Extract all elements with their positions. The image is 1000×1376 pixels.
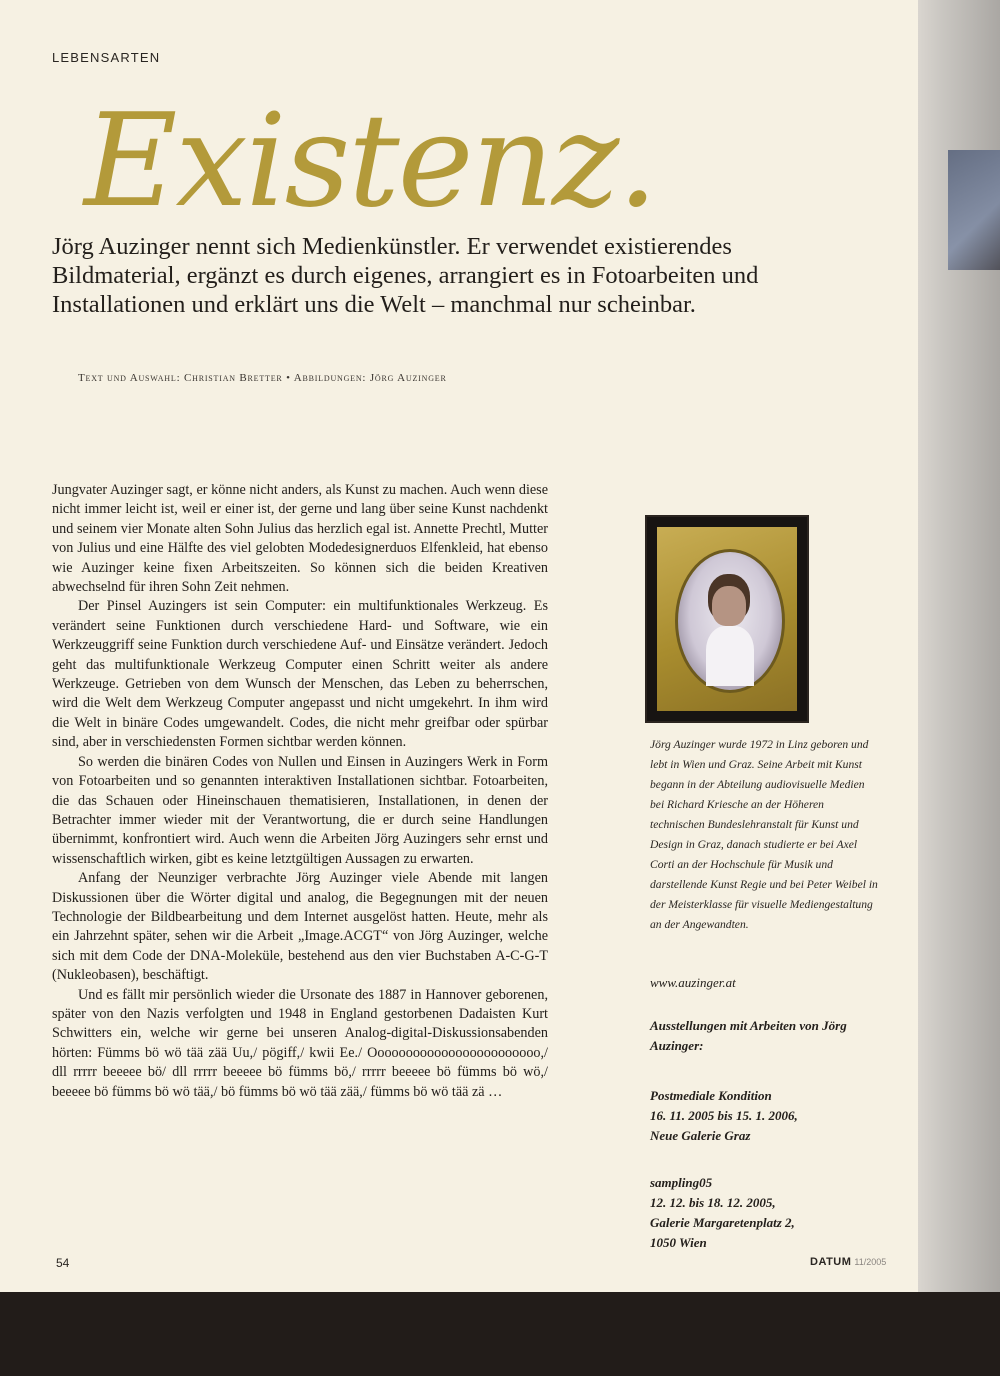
exhibition-address: 1050 Wien <box>650 1235 707 1250</box>
exhibition-venue: Galerie Margaretenplatz 2, <box>650 1215 795 1230</box>
oval-portrait <box>675 549 785 693</box>
body-paragraph: Der Pinsel Auzingers ist sein Computer: ein multifunktionales Werkzeug. Es verändert seine Funktionen durch verschiedene Hard- und Software, wie ein Werkzeuggriff seine Funktion durch verschiedene Auf- und Einsätze verändert. Jedoch geht das multifunktionale Werkzeug Computer einen Schritt weiter als andere Werkzeuge. Getrieben von dem Wunsch der Menschen, das Leben zu beherrschen, wird die Welt dem Werkzeug Computer angepasst und nicht umgekehrt. In ihm wird die Welt in binäre Codes umgewandelt. Codes, die nicht mehr greifbar oder spürbar sind, aber in verschiedensten Formen sichtbar werden können. <box>52 598 548 751</box>
page-number: 54 <box>56 1256 70 1270</box>
exhibition-title: sampling05 <box>650 1175 713 1190</box>
body-paragraph: So werden die binären Codes von Nullen und Einsen in Auzingers Werk in Form von Fotoarbeiten und so genannten interaktiven Installationen sichtbar. Fotoarbeiten, die das Schauen oder Hineinschauen thematisieren, Installationen, in denen der Betrachter immer wieder mit der Verantwortung, die er durch seine Handlungen übernimmt, konfrontiert wird. Auch wenn die Arbeiten Jörg Auzingers sehr ernst und wissenschaftlich wirken, gibt es keine letztgültigen Aussagen zu erwarten. <box>52 753 548 867</box>
lead-paragraph: Jörg Auzinger nennt sich Medienkünstler. Er verwendet existierendes Bildmaterial, ergänzt es durch eigenes, arrangiert es in Fotoarbeiten und Installationen und erklärt uns die Welt – manchmal nur scheinbar. <box>52 233 759 318</box>
portrait-head <box>712 586 746 626</box>
exhibition-venue: Neue Galerie Graz <box>650 1128 751 1143</box>
exhibition-entry <box>650 1173 878 1253</box>
body-paragraph: Jungvater Auzinger sagt, er könne nicht anders, als Kunst zu machen. Auch wenn diese nicht immer leicht ist, weil er einer ist, der gerne und lang über seine Kunst nachdenkt und seinem vier Monate alten Sohn Julius das herzlich egal ist. Annette Prechtl, Mutter von Julius und eine Hälfte des viel gelobten Modedesignerduos Elfenkleid, hat ebenso wie Auzinger keine fixen Arbeitszeiten. So können sich die beiden Kreativen abwechselnd für ihren Sohn Zeit nehmen. <box>52 482 548 596</box>
info-sidebar <box>650 973 878 1280</box>
exhibition-dates: 12. 12. bis 18. 12. 2005, <box>650 1195 776 1210</box>
article-title: Existenz. <box>84 87 656 236</box>
portrait-body <box>706 626 754 686</box>
magazine-brand: DATUM <box>810 1256 852 1268</box>
exhibitions-heading: Ausstellungen mit Arbeiten von Jörg Auzinger: <box>650 1018 847 1053</box>
exhibition-entry <box>650 1086 878 1146</box>
photo-caption: Jörg Auzinger wurde 1972 in Linz geboren und lebt in Wien und Graz. Seine Arbeit mit Kunst begann in der Abteilung audiovisuelle Medien bei Richard Kriesche an der Höheren technischen Bundeslehranstalt für Kunst und Design in Graz, danach studierte er bei Axel Corti an der Hochschule für Musik und darstellende Kunst Regie und bei Peter Weibel in der Meisterklasse für visuelle Mediengestaltung an der Angewandten. <box>650 738 878 931</box>
body-paragraph: Und es fällt mir persönlich wieder die Ursonate des 1887 in Hannover geborenen, später von den Nazis verfolgten und 1948 in England gestorbenen Dadaisten Kurt Schwitters ein, welche wir gerne bei unseren Analog-digital-Diskussionsabenden hörten: Fümms bö wö tää zää Uu,/ pögiff,/ kwii Ee./ Oooooooooooooooooooooooo,/ dll rrrrr beeeee bö/ dll rrrrr beeeee bö fümms bö,/ rrrrr beeeee bö fümms bö wö,/ beeeee bö fümms bö wö tää,/ bö fümms bö wö tää zää,/ fümms bö wö tää zä … <box>52 986 548 1100</box>
facing-page-edge <box>918 0 1000 1300</box>
body-paragraph: Anfang der Neunziger verbrachte Jörg Auzinger viele Abende mit langen Diskussionen über die Wörter digital und analog, die Begegnungen mit der neuen Technologie der Bildbearbeitung und dem Internet ausgelöst hatten. Heute, mehr als ein Jahrzehnt später, sehen wir die Arbeit „Image.ACGT“ von Jörg Auzinger, welche sich mit dem Code der DNA-Moleküle, bestehend aus den vier Buchstaben A-C-G-T (Nukleobasen), beschäftigt. <box>52 870 548 984</box>
scan-background <box>0 1292 1000 1376</box>
artist-portrait-photo <box>645 515 809 723</box>
exhibition-dates: 16. 11. 2005 bis 15. 1. 2006, <box>650 1108 798 1123</box>
website-link[interactable]: www.auzinger.at <box>650 975 736 990</box>
gold-frame <box>657 527 797 711</box>
article-credits: Text und Auswahl: Christian Bretter • Abbildungen: Jörg Auzinger <box>78 372 447 384</box>
section-label: LEBENSARTEN <box>52 50 161 65</box>
issue-number: 11/2005 <box>854 1257 887 1267</box>
exhibition-title: Postmediale Kondition <box>650 1088 772 1103</box>
article-body <box>52 481 548 1102</box>
magazine-footer <box>810 1256 886 1268</box>
